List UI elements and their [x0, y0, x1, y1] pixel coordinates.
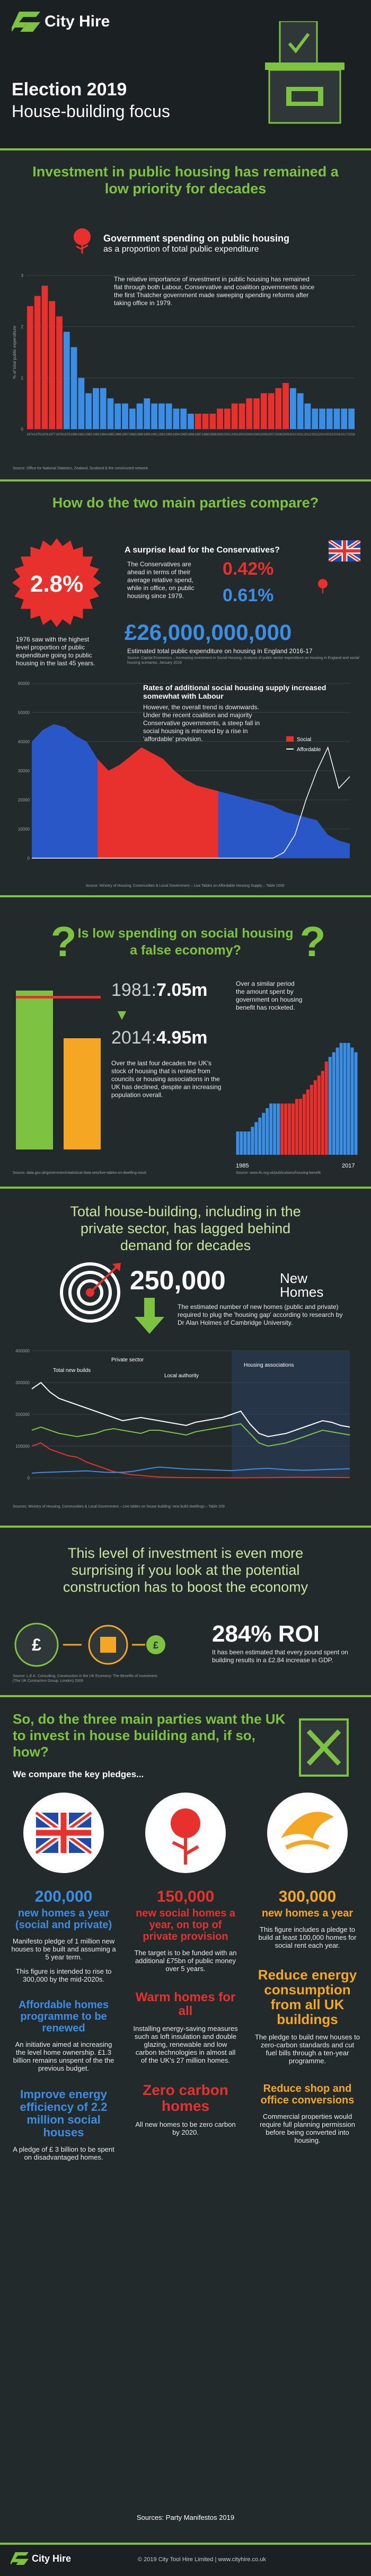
- rose-icon: [315, 577, 330, 593]
- benefit-bar: [236, 1131, 240, 1155]
- y-tick-label: 300000: [15, 1380, 30, 1385]
- city-hire-logo-icon: [12, 12, 40, 32]
- x-tick-label: 1982: [85, 433, 92, 436]
- labour-rose-icon: [143, 1790, 228, 1875]
- x-tick-label: 1994: [172, 433, 180, 436]
- footer-text[interactable]: © 2019 City Tool Hire Limited | www.cityhire.co.uk: [138, 2556, 266, 2563]
- spend-bar: [49, 301, 55, 429]
- x-tick-label: 2006: [260, 433, 268, 436]
- x-tick-label: 1976: [41, 433, 49, 436]
- spend-bar: [166, 404, 172, 429]
- y-tick-label: 0: [27, 1476, 30, 1481]
- y-tick-label: 30000: [17, 769, 30, 773]
- x-tick-label: 1993: [165, 433, 173, 436]
- y-tick-label: 2: [21, 324, 23, 329]
- benefit-bar: [303, 1094, 306, 1155]
- stock-value-a: 7.05m: [156, 980, 208, 1000]
- housing-benefit-chart: [233, 975, 360, 1160]
- y-axis-label: % of total public expenditure: [12, 325, 17, 379]
- stock-text: Over the last four decades the UK's stock of housing that is rented from councils or housing associations in the UK has declined, despite an increasing population overall.: [111, 1059, 222, 1099]
- x-tick-label: 1988: [129, 433, 136, 436]
- x-tick-label: 2000: [216, 433, 224, 436]
- series-label: Local authority: [164, 1373, 199, 1379]
- stock-bar-1981: [16, 991, 53, 1149]
- ballot-paper-icon: [297, 1716, 355, 1780]
- section-5-heading-box: [0, 1541, 371, 1599]
- surprise-text: The Conservatives are ahead in terms of their average relative spend, while in office, on public housing since 1979.: [127, 560, 195, 600]
- supply-source: Source: Ministry of Housing, Communities & Local Government – Live Tables on Affordable Housing Supply – Table 1000: [85, 884, 285, 888]
- down-arrow-icon: ▼: [114, 1006, 129, 1023]
- spend-bar: [180, 408, 187, 429]
- benefit-bar: [247, 1131, 250, 1155]
- spend-bar: [114, 404, 121, 429]
- stock-year-a: 1981:: [111, 980, 157, 1000]
- ballot-box-icon: [265, 21, 350, 127]
- benefit-bar: [332, 1052, 335, 1155]
- spend-bar: [100, 388, 107, 429]
- svg-text:£: £: [32, 1635, 41, 1654]
- logo[interactable]: [12, 12, 110, 32]
- lab-head3: Zero carbon homes: [143, 2082, 228, 2114]
- ld-head2: Reduce energy consumption from all UK buildings: [258, 1967, 357, 2027]
- stock-2014: [111, 1028, 208, 1048]
- benefit-bar: [269, 1103, 272, 1155]
- x-tick-label: 1991: [151, 433, 158, 436]
- series-label: Housing associations: [244, 1362, 294, 1368]
- ld-head: 300,000: [278, 1888, 337, 1905]
- spend-bar: [158, 404, 165, 429]
- economy-cycle-icon: [13, 1621, 166, 1669]
- spend-bar: [312, 408, 318, 429]
- divider: [0, 1695, 371, 1697]
- page-subtitle: House-building focus: [12, 102, 170, 121]
- benefit-bar: [288, 1103, 291, 1155]
- pledges-intro: We compare the key pledges...: [13, 1769, 144, 1779]
- benefit-bar: [347, 1043, 350, 1155]
- x-tick-label: 2018: [348, 433, 355, 436]
- lab-text2: Installing energy-saving measures such as loft insulation and double glazing, renewable and low carbon technologies in almost all of the UK's 27 million homes.: [133, 2025, 238, 2064]
- x-tick-label: 1992: [158, 433, 165, 436]
- x-tick-label: 2016: [333, 433, 341, 436]
- divider: [0, 895, 371, 897]
- spend-bar: [209, 414, 216, 429]
- stock-source: Source: data.gov.uk/government/statistical-data-sets/live-tables-on-dwelling-stock: [13, 1171, 147, 1175]
- x-tick-label: 2007: [267, 433, 275, 436]
- spend-bar: [108, 398, 114, 429]
- benefit-bar: [336, 1048, 339, 1155]
- benefit-bar: [273, 1103, 276, 1155]
- x-tick-label: 2015: [326, 433, 333, 436]
- x-tick-label: 1975: [33, 433, 41, 436]
- spend-bar: [341, 408, 347, 429]
- x-tick-label: 2012: [304, 433, 312, 436]
- surprise-title: A surprise lead for the Conservatives?: [125, 546, 280, 555]
- y-tick-label: 50000: [17, 710, 30, 715]
- cons-pct: 0.42%: [223, 559, 274, 579]
- con-text2: This figure is intended to rise to 300,000 by the mid-2020s.: [15, 1967, 112, 1983]
- lab-sub: new social homes a year, on top of private provision: [136, 1908, 235, 1942]
- roi-text: It has been estimated that every pound spent on building results in a £2.84 increase in GDP.: [212, 1648, 348, 1664]
- spend-bar: [239, 404, 245, 429]
- new-build-chart: [11, 1340, 360, 1499]
- rose-icon: [69, 225, 95, 254]
- spend-bar: [195, 414, 201, 429]
- x-tick-label: 2004: [245, 433, 253, 436]
- benefit-bar: [329, 1057, 332, 1155]
- y-tick-label: 400000: [15, 1349, 30, 1353]
- benefit-bar: [292, 1103, 295, 1155]
- spend-chart-subtitle: as a proportion of total public expenditure: [103, 245, 259, 254]
- ld-text1: This figure includes a pledge to build at least 100,000 homes for social rent each year.: [258, 1926, 357, 1949]
- homes-label: New Homes: [280, 1270, 324, 1300]
- x-tick-label: 1990: [143, 433, 151, 436]
- con-sub: new homes a year (social and private): [15, 1908, 112, 1931]
- rates-text: However, the overall trend is downwards. Under the recent coalition and majority Conservative governments, a steep fall in social housing is mirrored by a rise in 'affordable' provision.: [143, 703, 260, 743]
- divider: [0, 148, 371, 150]
- spend-bar: [275, 388, 281, 429]
- lab-text1: The target is to be funded with an additional £75bn of public money over 5 years.: [134, 1949, 237, 1973]
- x-tick-label: 1977: [48, 433, 56, 436]
- down-arrow-icon: [134, 1298, 165, 1335]
- benefit-bar: [258, 1118, 261, 1155]
- max-stat-value: 2.8%: [30, 571, 84, 597]
- spend-bar: [253, 398, 260, 429]
- roi-source: Source: L.E.K. Consulting, Construction in the UK Economy: The Benefits of Investment. (The UK Contractors Group, London) 2009: [13, 1674, 158, 1683]
- spend-bar: [144, 398, 150, 429]
- x-tick-label: 2001: [224, 433, 231, 436]
- stock-bar-2014: [64, 1038, 101, 1149]
- con-head3: Improve energy efficiency of 2.2 million social houses: [20, 2088, 108, 2139]
- con-head2: Affordable homes programme to be renewed: [18, 1999, 109, 2034]
- section-3-heading: Is low spending on social housing a false economy?: [77, 926, 294, 958]
- build-source: Sources: Ministry of Housing, Communities & Local Government – Live tables on house building: new build dwellings – Table 209: [13, 1505, 225, 1509]
- section-1-heading-box: [0, 159, 371, 212]
- series-label: Private sector: [111, 1357, 144, 1363]
- section-2-heading: How do the two main parties compare?: [52, 495, 319, 511]
- y-tick-label: 10000: [17, 827, 30, 832]
- lab-text3: All new homes to be zero carbon by 2020.: [135, 2120, 236, 2136]
- x-tick-label: 1989: [136, 433, 144, 436]
- y-tick-label: 1: [21, 376, 23, 381]
- legend-swatch-social: [286, 736, 294, 742]
- question-mark-icon: [297, 919, 329, 961]
- question-mark-icon: [48, 919, 80, 961]
- x-tick-label: 2017: [340, 433, 348, 436]
- spend-bar: [297, 393, 304, 429]
- page-title: Election 2019: [12, 79, 127, 100]
- footer-brand: City Hire: [32, 2553, 72, 2564]
- spend-bar: [326, 408, 333, 429]
- svg-text:£: £: [153, 1640, 159, 1651]
- spend-bar: [85, 393, 92, 429]
- spend-bar: [319, 408, 325, 429]
- spend-source: Source: Office for National Statistics, Zealand, Scotland & the constructed network: [13, 467, 148, 470]
- section-5-heading: This level of investment is even more surprising if you look at the potential construction has to boost the economy: [63, 1545, 308, 1595]
- spend-bar: [151, 404, 157, 429]
- spend-bar: [282, 383, 289, 429]
- spend-bar: [64, 332, 70, 429]
- spend-bar: [188, 414, 194, 429]
- x-tick-label: 2010: [289, 433, 297, 436]
- social-area-conservative: [98, 747, 218, 858]
- x-tick-label: 1999: [209, 433, 217, 436]
- benefit-text: Over a similar period the amount spent by government on housing benefit has rocketed.: [236, 980, 303, 1011]
- x-tick-label: 1984: [99, 433, 107, 436]
- housing-supply-chart: [11, 673, 360, 879]
- spend-bar: [202, 414, 209, 429]
- x-tick-label: 1997: [195, 433, 202, 436]
- benefit-bar: [280, 1103, 284, 1155]
- conservative-union-flag-icon: [21, 1790, 106, 1875]
- legend-affordable: Affordable: [297, 747, 321, 753]
- benefit-bar: [351, 1048, 354, 1155]
- con-text4: A pledge of £ 3 billion to be spent on disadvantaged homes.: [13, 2145, 114, 2161]
- housing-stock-bars: [11, 969, 117, 1165]
- homes-value: 250,000: [130, 1265, 226, 1295]
- spend-bar: [224, 408, 231, 429]
- spend-bar: [34, 296, 41, 429]
- target-icon: [58, 1261, 122, 1324]
- benefit-source: Source: www.ifs.org.uk/publications/housing-benefit: [236, 1171, 321, 1175]
- benefit-bar: [325, 1062, 328, 1155]
- x-tick-label: 1985: [107, 433, 114, 436]
- labour-pledges: [132, 1888, 238, 2136]
- x-tick-label: 2009: [282, 433, 289, 436]
- stock-value-b: 4.95m: [156, 1028, 208, 1048]
- x-tick-label: 1979: [63, 433, 70, 436]
- x-tick-label: 1980: [70, 433, 78, 436]
- spend-bar: [173, 408, 180, 429]
- spend-bar: [42, 286, 48, 429]
- x-tick-label: 1974: [26, 433, 34, 436]
- x-tick-label: 2003: [238, 433, 246, 436]
- spend-bar: [71, 347, 77, 429]
- legend-social: Social: [297, 737, 312, 743]
- divider: [0, 1187, 371, 1189]
- lab-pct: 0.61%: [223, 585, 274, 605]
- benefit-bar: [284, 1103, 287, 1155]
- spend-bar: [334, 408, 340, 429]
- benefit-bar: [317, 1075, 321, 1155]
- max-stat-text: 1976 saw with the highest level proportion of public expenditure going to public housing in the last 45 years.: [16, 636, 95, 667]
- spend-bar: [268, 393, 275, 429]
- y-tick-label: 0: [21, 427, 23, 432]
- divider: [0, 1526, 371, 1528]
- divider: [0, 479, 371, 482]
- spend-bar: [129, 408, 136, 429]
- con-head: 200,000: [34, 1888, 93, 1905]
- divider: [0, 2543, 371, 2545]
- benefit-bar: [266, 1108, 269, 1155]
- ld-text3: Commercial properties would require full planning permission before being converted into housing.: [260, 2113, 355, 2144]
- benefit-bar: [277, 1103, 280, 1155]
- spend-bar: [78, 378, 84, 429]
- ld-sub: new homes a year: [261, 1908, 354, 1919]
- benefit-bar: [243, 1131, 246, 1155]
- ld-text2: The pledge to build new houses to zero-carbon standards and cut fuel bills through a ten-year programme.: [254, 2033, 360, 2065]
- pledges-source: Sources: Party Manifestos 2019: [136, 2513, 235, 2521]
- benefit-end-year: 2017: [342, 1163, 355, 1169]
- series-label: Total new builds: [53, 1368, 91, 1374]
- x-tick-label: 1998: [201, 433, 209, 436]
- libdem-bird-icon: [265, 1790, 350, 1875]
- lab-head2: Warm homes for all: [135, 1990, 236, 2018]
- con-text1: Manifesto pledge of 1 million new houses to be built and assuming a 5 year term.: [11, 1937, 116, 1961]
- x-tick-label: 1983: [92, 433, 100, 436]
- ld-head3: Reduce shop and office conversions: [260, 2083, 355, 2106]
- lab-head: 150,000: [156, 1888, 215, 1905]
- con-text3: An initiative aimed at increasing the level home ownership. £1.3 billion remains unspent of the the previous budget.: [13, 2040, 114, 2072]
- section-2-heading-box: [0, 490, 371, 515]
- x-tick-label: 1995: [180, 433, 187, 436]
- y-tick-label: 3: [21, 273, 23, 278]
- section-1-heading: Investment in public housing has remained a low priority for decades: [32, 164, 339, 197]
- section-6-heading: So, do the three main parties want the UK to invest in house building and, if so, how?: [13, 1711, 286, 1760]
- benefit-bar: [254, 1122, 258, 1155]
- spend-bar: [56, 316, 63, 429]
- city-hire-logo-icon: [11, 2552, 29, 2565]
- total-spend-source: Source: Capital Economics – Increasing investment in Social Housing. Analysis of public sector expenditure on housing in England and social housing scenarios, January 2019: [127, 656, 359, 665]
- y-tick-label: 20000: [17, 798, 30, 803]
- x-tick-label: 2002: [231, 433, 238, 436]
- stock-1981: [111, 980, 208, 1001]
- benefit-bar: [240, 1131, 243, 1155]
- footer-logo[interactable]: [11, 2552, 71, 2565]
- benefit-bar: [321, 1071, 324, 1155]
- total-spend-text: Estimated total public expenditure on housing in England 2016-17: [127, 647, 313, 655]
- section-4-heading-box: [0, 1200, 371, 1257]
- benefit-bar: [310, 1085, 313, 1155]
- spend-bar: [93, 388, 99, 429]
- conservative-pledges: [11, 1888, 117, 2161]
- x-tick-label: 1981: [77, 433, 85, 436]
- svg-text:?: ?: [299, 919, 326, 961]
- benefit-bar: [295, 1099, 298, 1155]
- spend-bar: [137, 404, 143, 429]
- y-tick-label: 40000: [17, 739, 30, 744]
- spend-chart-title: Government spending on public housing: [103, 233, 289, 244]
- benefit-bar: [262, 1113, 265, 1155]
- x-tick-label: 2013: [311, 433, 319, 436]
- y-tick-label: 100000: [15, 1444, 30, 1449]
- footer: [0, 2543, 371, 2576]
- x-tick-label: 1987: [121, 433, 129, 436]
- benefit-bar: [340, 1043, 343, 1155]
- x-tick-label: 2005: [253, 433, 260, 436]
- roi-value: 284% ROI: [212, 1621, 320, 1647]
- benefit-bar: [306, 1090, 310, 1155]
- y-tick-label: 60000: [17, 681, 30, 686]
- brand-name: City Hire: [45, 13, 110, 30]
- libdem-pledges: [254, 1888, 360, 2144]
- benefit-bar: [314, 1080, 317, 1155]
- benefit-bar: [343, 1043, 347, 1155]
- homes-text: The estimated number of new homes (public and private) required to plug the 'housing gap' according to research by Dr Alan Holmes of Cambridge University.: [178, 1303, 343, 1326]
- x-tick-label: 1996: [187, 433, 195, 436]
- union-flag-icon: [329, 540, 360, 561]
- benefit-bar: [299, 1099, 302, 1155]
- x-tick-label: 2008: [275, 433, 282, 436]
- benefit-bar: [251, 1127, 254, 1155]
- spend-bar: [232, 404, 238, 429]
- spend-note: The relative importance of investment in public housing has remained flat through both Labour, Conservative and coalition governments since the first Thatcher government made sweeping spending reforms after taking office in 1979.: [114, 275, 315, 307]
- total-spend-value: £26,000,000,000: [125, 620, 292, 645]
- spend-bar: [305, 404, 311, 429]
- svg-text:?: ?: [50, 919, 77, 961]
- spend-bar: [348, 408, 355, 429]
- benefit-bar: [355, 1052, 358, 1155]
- x-tick-label: 1978: [56, 433, 63, 436]
- header: [0, 0, 371, 148]
- x-tick-label: 1986: [114, 433, 121, 436]
- spend-bar: [122, 404, 128, 429]
- spend-bar: [27, 306, 33, 429]
- labour-period-band: [232, 1351, 350, 1478]
- y-tick-label: 200000: [15, 1412, 30, 1417]
- y-tick-label: 0: [27, 856, 30, 861]
- section-4-heading: Total house-building, including in the private sector, has lagged behind demand for decades: [70, 1204, 301, 1253]
- spend-bar: [290, 388, 296, 429]
- spend-bar: [217, 408, 223, 429]
- spend-bar: [261, 393, 267, 429]
- stock-year-b: 2014:: [111, 1028, 157, 1048]
- x-tick-label: 2014: [319, 433, 326, 436]
- x-tick-label: 2011: [297, 433, 304, 436]
- rates-title: Rates of additional social housing supply increased somewhat with Labour: [143, 683, 326, 700]
- benefit-start-year: 1985: [236, 1163, 249, 1169]
- spend-bar: [246, 398, 252, 429]
